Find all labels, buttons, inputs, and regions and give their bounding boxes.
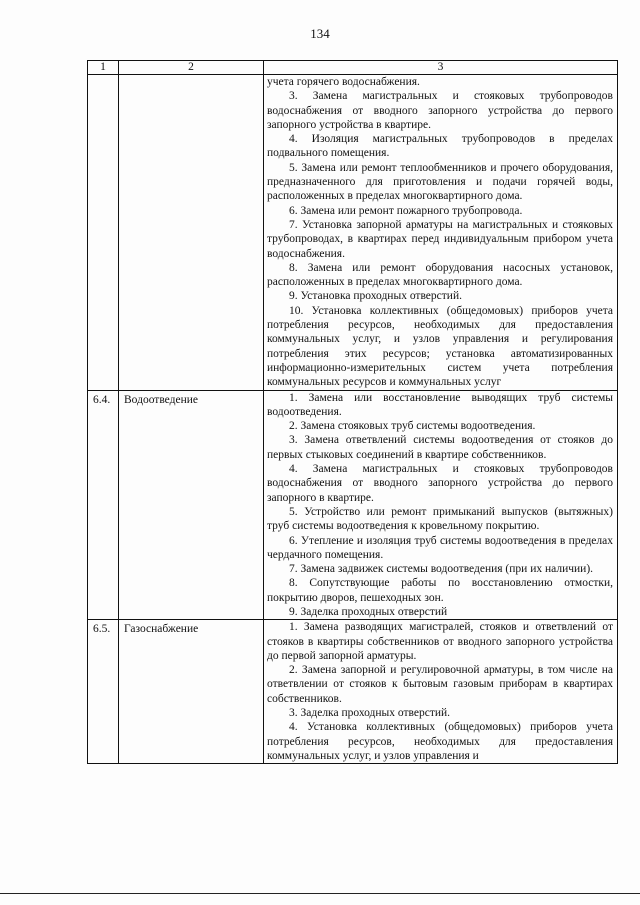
table-row	[88, 620, 618, 764]
work-item: 5. Устройство или ремонт примыканий выпусков (вытяжных) труб системы водоотведения к кровельному покрытию.	[267, 505, 613, 533]
work-item: 9. Заделка проходных отверстий	[289, 605, 448, 618]
system-name: Водоотведение	[119, 390, 264, 620]
table-row	[88, 75, 618, 391]
work-item: учета горячего водоснабжения.	[267, 76, 420, 88]
work-item: 3. Заделка проходных отверстий.	[289, 707, 451, 720]
work-item: 5. Замена или ремонт теплообменников и прочего оборудования, предназначенного для приготовления и подачи горячей воды, расположенных в пределах многоквартирного дома.	[267, 161, 613, 203]
work-item: 7. Замена задвижек системы водоотведения (при их наличии).	[289, 563, 594, 576]
item-number: 6.4.	[88, 390, 119, 620]
work-item: 6. Замена или ремонт пожарного трубопровода.	[289, 204, 523, 217]
work-item: 4. Изоляция магистральных трубопроводов в пределах подвального помещения.	[267, 133, 613, 160]
table-row	[88, 390, 618, 620]
works-list	[264, 390, 618, 620]
work-item: 3. Замена ответвлений системы водоотведения от стояков до первых стыковых соединений в квартире собственников.	[267, 434, 613, 461]
work-item: 9. Установка проходных отверстий.	[289, 290, 462, 303]
item-number: 6.5.	[88, 620, 119, 764]
work-item: 2. Замена запорной и регулировочной арматуры, в том числе на ответвлении от стояков к бытовым газовым приборам в квартирах собственников.	[267, 664, 613, 705]
header-col-2: 2	[119, 61, 264, 75]
work-item: 2. Замена стояковых труб системы водоотведения.	[289, 420, 536, 433]
work-item: 8. Замена или ремонт оборудования насосных установок, расположенных в пределах многоквартирного дома.	[267, 261, 613, 289]
item-number	[88, 75, 119, 391]
work-item: 8. Сопутствующие работы по восстановлению отмостки, покрытию дворов, пешеходных зон.	[267, 577, 613, 604]
header-col-1: 1	[88, 61, 119, 75]
work-item: 1. Замена разводящих магистралей, стояков и ответвлений от стояков в квартиры собственников от вводного запорного устройства до первой запорной арматуры.	[267, 621, 613, 662]
work-item: 10. Установка коллективных (общедомовых) приборов учета потребления ресурсов, необходимых для предоставления коммунальных услуг, и узлов управления и регулирования потребления этих ресурсов; установка автоматизированных информационно-измерительных систем учета потребления коммунальных ресурсов и коммунальных услуг	[267, 304, 613, 389]
work-item: 1. Замена или восстановление выводящих труб системы водоотведения.	[267, 391, 613, 418]
works-list	[264, 620, 618, 764]
header-col-3: 3	[264, 61, 618, 75]
system-name: Газоснабжение	[119, 620, 264, 764]
work-item: 3. Замена магистральных и стояковых трубопроводов водоснабжения от вводного запорного устройства до первого запорного устройства в квартире.	[267, 90, 613, 131]
system-name	[119, 75, 264, 391]
page-number: 134	[310, 26, 330, 41]
header-row	[88, 61, 618, 75]
page-bottom-rule	[0, 893, 640, 894]
work-item: 7. Установка запорной арматуры на магистральных и стояковых трубопроводах, в квартирах перед индивидуальным прибором учета водоснабжения.	[267, 218, 613, 260]
works-list	[264, 75, 618, 391]
work-item: 4. Установка коллективных (общедомовых) приборов учета потребления ресурсов, необходимых для предоставления коммунальных услуг, и узлов управления и	[267, 721, 613, 762]
work-item: 6. Утепление и изоляция труб системы водоотведения в пределах чердачного помещения.	[267, 534, 613, 561]
works-table	[87, 60, 618, 764]
work-item: 4. Замена магистральных и стояковых трубопроводов водоснабжения от вводного запорного устройства до первого запорного в квартире.	[267, 463, 613, 504]
